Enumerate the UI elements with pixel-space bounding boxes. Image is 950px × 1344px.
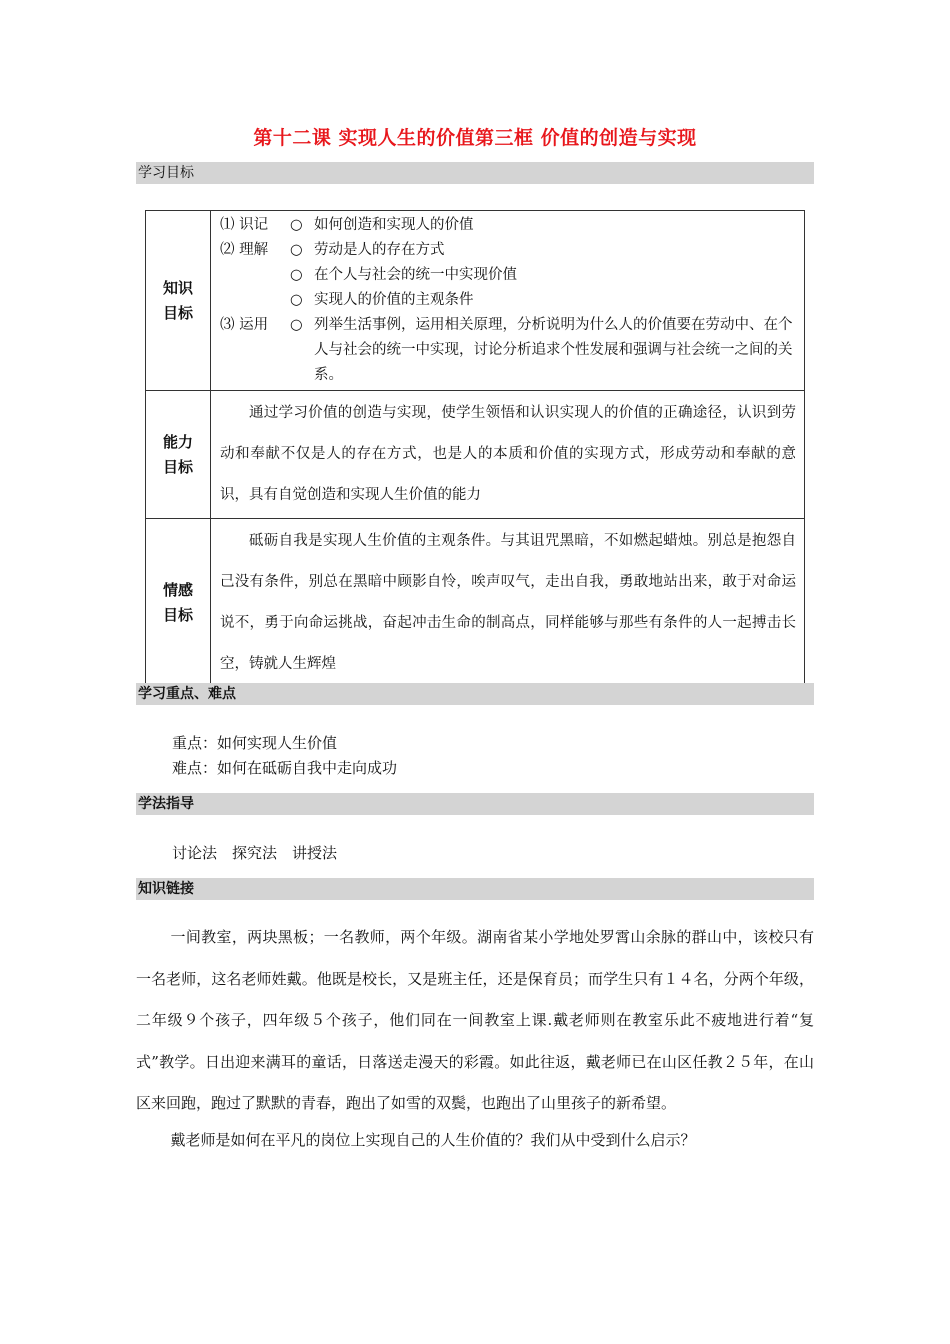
section-header-methods: 学法指导 xyxy=(136,793,814,815)
circle-bullet-icon: ○ xyxy=(290,292,303,308)
knowledge-item xyxy=(220,288,796,313)
section-header-links: 知识链接 xyxy=(136,878,814,900)
emotion-text: 砥砺自我是实现人生价值的主观条件。与其诅咒黑暗，不如燃起蜡烛。别总是抱怨自己没有条件，别总在黑暗中顾影自怜，唉声叹气，走出自我，勇敢地站出来，敢于对命运说不，勇于向命运挑战，奋起冲击生命的制高点，同样能够与那些有条件的人一起搏击长空，铸就人生辉煌 xyxy=(220,533,796,672)
emotion-label-line1: 情感 xyxy=(162,581,193,599)
ability-label xyxy=(146,391,211,519)
ability-label-line1: 能力 xyxy=(162,432,193,451)
emotion-label-line2: 目标 xyxy=(162,606,193,624)
knowledge-item-level: ⑵ 理解 xyxy=(220,242,269,258)
ability-label-line2: 目标 xyxy=(162,457,193,476)
goals-table xyxy=(145,210,805,688)
ability-text: 通过学习价值的创造与实现，使学生领悟和认识实现人的价值的正确途径，认识到劳动和奉献不仅是人的存在方式，也是人的本质和价值的实现方式，形成劳动和奉献的意识，具有自觉创造和实现人生价值的能力 xyxy=(220,405,796,503)
ability-body xyxy=(211,391,805,519)
knowledge-item xyxy=(220,213,796,238)
knowledge-body xyxy=(211,211,805,391)
key-points-block xyxy=(136,731,850,781)
knowledge-item-text: 劳动是人的存在方式 xyxy=(314,242,445,258)
knowledge-item-text: 列举生活事例，运用相关原理，分析说明为什么人的价值要在劳动中、在个人与社会的统一中实现，讨论分析追求个性发展和强调与社会统一之间的关系。 xyxy=(314,317,793,383)
ability-row xyxy=(146,391,805,519)
knowledge-item-level xyxy=(220,263,290,288)
story-block xyxy=(136,917,814,1155)
emotion-label xyxy=(146,519,211,688)
circle-bullet-icon: ○ xyxy=(290,267,303,283)
knowledge-item-level xyxy=(220,288,290,313)
circle-bullet-icon: ○ xyxy=(290,317,303,333)
circle-bullet-icon: ○ xyxy=(290,242,303,258)
knowledge-item-level: ⑶ 运用 xyxy=(220,317,269,333)
knowledge-row xyxy=(146,211,805,391)
knowledge-label xyxy=(146,211,211,391)
knowledge-item xyxy=(220,313,796,388)
knowledge-item xyxy=(220,263,796,288)
knowledge-label-line1: 知识 xyxy=(162,278,193,297)
difficulty-point: 难点：如何在砥砺自我中走向成功 xyxy=(172,759,398,777)
knowledge-item-text: 实现人的价值的主观条件 xyxy=(314,292,474,308)
story-paragraph: 一间教室，两块黑板；一名教师，两个年级。湖南省某小学地处罗霄山余脉的群山中，该校只有一名老师，这名老师姓戴。他既是校长，又是班主任，还是保育员；而学生只有１４名，分两个年级，二年级９个孩子，四年级５个孩子，他们同在一间教室上课.戴老师则在教室乐此不疲地进行着“复式”教学。日出迎来满耳的童话，日落送走漫天的彩霞。如此往返，戴老师已在山区任教２５年，在山区来回跑，跑过了默默的青春，跑出了如雪的双鬓，也跑出了山里孩子的新希望。 xyxy=(136,928,814,1112)
section-header-goals: 学习目标 xyxy=(136,162,814,184)
knowledge-item xyxy=(220,238,796,263)
question-paragraph: 戴老师是如何在平凡的岗位上实现自己的人生价值的？我们从中受到什么启示？ xyxy=(170,1130,696,1149)
knowledge-label-line2: 目标 xyxy=(162,303,193,322)
methods-text: 讨论法 探究法 讲授法 xyxy=(172,844,338,862)
focus-point: 重点：如何实现人生价值 xyxy=(172,734,338,752)
page-title: 第十二课 实现人生的价值第三框 价值的创造与实现 xyxy=(253,127,697,149)
knowledge-item-text: 在个人与社会的统一中实现价值 xyxy=(314,267,517,283)
knowledge-item-level: ⑴ 识记 xyxy=(220,217,269,233)
emotion-row xyxy=(146,519,805,688)
knowledge-item-text: 如何创造和实现人的价值 xyxy=(314,217,474,233)
emotion-body xyxy=(211,519,805,688)
circle-bullet-icon: ○ xyxy=(290,217,303,233)
section-header-key-points: 学习重点、难点 xyxy=(136,683,814,705)
